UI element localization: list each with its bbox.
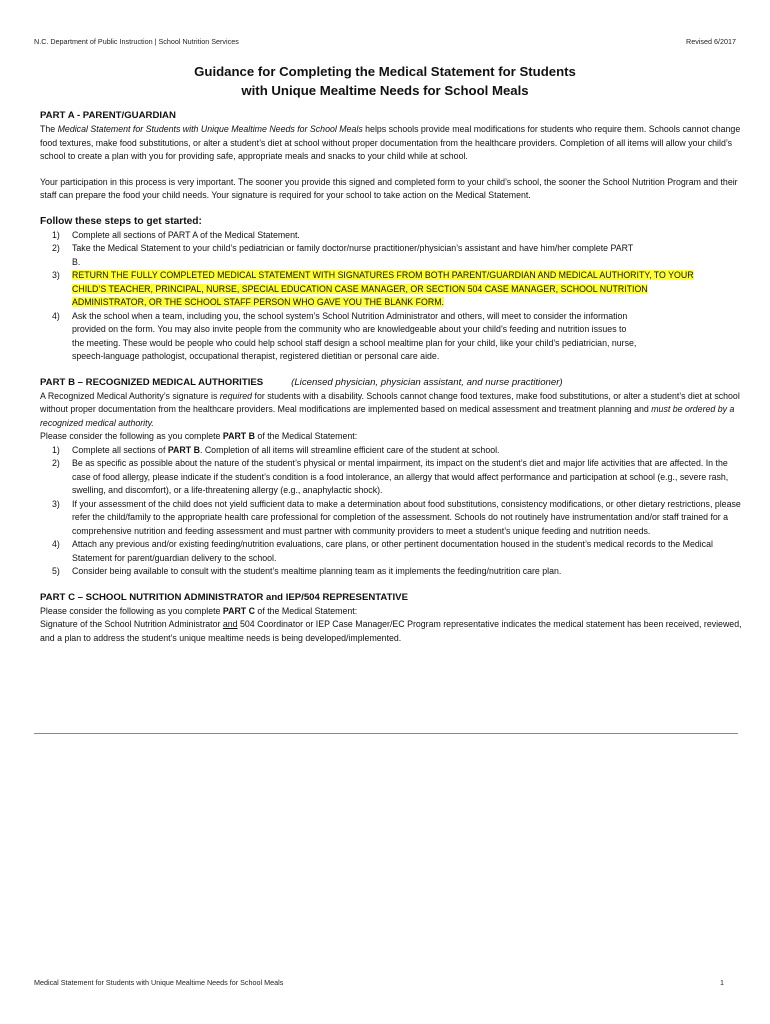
part-c-heading: PART C – SCHOOL NUTRITION ADMINISTRATOR and IEP/504 REPRESENTATIVE bbox=[40, 591, 408, 603]
item-text-pre: Complete all sections of bbox=[72, 444, 168, 455]
list-item bbox=[40, 310, 744, 364]
required-italic: required bbox=[219, 390, 253, 401]
list-number: 3) bbox=[52, 498, 60, 509]
title-line-2: with Unique Mealtime Needs for School Meals bbox=[241, 83, 529, 98]
title-line-1: Guidance for Completing the Medical Statement for Students bbox=[194, 64, 576, 79]
item-text: If your assessment of the child does not yield sufficient data to make a determination about food substitutions, consistency modifications, or other dietary restrictions, please refer the child/family to the appropriate health care professional for completion of the assessment. Schools do not routinely have instrumentation and/or staff trained for a comprehensive nutrition and feeding assessment and must partner with community providers to meet a student’s unique feeding and nutrition needs. bbox=[72, 498, 741, 536]
part-a-intro-pre: The bbox=[40, 124, 58, 134]
highlighted-step-line bbox=[72, 283, 744, 297]
part-c-consider-line bbox=[40, 605, 744, 619]
part-c-section bbox=[40, 591, 744, 646]
consider-pre: Please consider the following as you complete bbox=[40, 605, 223, 616]
list-number: 2) bbox=[52, 243, 60, 253]
consider-pre: Please consider the following as you complete bbox=[40, 431, 223, 441]
signature-post: 504 Coordinator or IEP Case Manager/EC Program representative indicates the medical statement has been received, reviewed, and a plan to address the student’s unique mealtime needs is being developed/implemented. bbox=[40, 619, 742, 643]
step-line: Take the Medical Statement to your child’s pediatrician or family doctor/nurse practitioner/physician’s assistant and have him/her complete PART bbox=[72, 243, 634, 253]
page-footer: Medical Statement for Students with Unique Mealtime Needs for School Meals bbox=[34, 978, 284, 987]
part-a-heading: PART A - PARENT/GUARDIAN bbox=[40, 110, 176, 121]
part-b-consider-line bbox=[40, 430, 744, 444]
revision-date: Revised 6/2017 bbox=[686, 37, 736, 46]
step-line: the meeting. These would be people who could help school staff design a school mealtime plan for your child, like your child’s pediatrician, nurse, bbox=[72, 337, 637, 348]
step-line: provided on the form. You may also invite people from the community who are knowledgeable about your child’s feeding and nutrition issues to bbox=[72, 324, 627, 334]
page-number: 1 bbox=[720, 978, 724, 987]
step-line: B. bbox=[72, 256, 81, 267]
part-b-bold: PART B bbox=[167, 444, 200, 455]
list-number: 2) bbox=[52, 458, 60, 468]
signature-pre: Signature of the School Nutrition Administrator bbox=[40, 619, 223, 629]
step-line: speech-language pathologist, occupational therapist, registered dietitian or personal care aide. bbox=[72, 351, 440, 361]
list-item bbox=[40, 242, 744, 269]
item-text: Consider being available to consult with the student’s mealtime planning team as it implements the feeding/nutrition care plan. bbox=[72, 566, 562, 576]
consider-post: of the Medical Statement: bbox=[254, 431, 358, 441]
document-body bbox=[40, 109, 744, 645]
part-b-list bbox=[40, 444, 744, 579]
list-item bbox=[40, 457, 744, 498]
list-number: 4) bbox=[52, 310, 60, 321]
part-a-section bbox=[40, 109, 744, 364]
part-b-intro-pre: A Recognized Medical Authority’s signature is bbox=[40, 390, 220, 401]
list-item bbox=[40, 269, 744, 310]
part-c-signature-paragraph bbox=[40, 618, 744, 645]
part-b-intro-paragraph bbox=[40, 390, 744, 431]
item-text: Attach any previous and/or existing feeding/nutrition evaluations, care plans, or other pertinent documentation housed in the student’s medical records to the Medical Statement for parent/guardian delivery to the school. bbox=[72, 539, 713, 563]
part-b-intro-mid: for students with a disability. Schools cannot change food textures, make food substitutions, or alter a student’s diet at school without proper documentation from the healthcare providers. Meal modifications are implemented based on medical assessment and treatment planning and bbox=[40, 390, 740, 414]
step-line: Ask the school when a team, including you, the school system’s School Nutrition Administrator and others, will meet to consider the information bbox=[72, 310, 628, 321]
list-number: 3) bbox=[52, 270, 60, 280]
page-header-left: N.C. Department of Public Instruction | School Nutrition Services bbox=[34, 37, 239, 46]
list-number: 1) bbox=[52, 229, 60, 240]
part-b-section bbox=[40, 376, 744, 579]
highlight: CHILD’S TEACHER, PRINCIPAL, NURSE, SPECIAL EDUCATION CASE MANAGER, OR SECTION 504 CASE MANAGER, SCHOOL NUTRITION bbox=[72, 283, 648, 294]
list-item bbox=[40, 229, 744, 243]
highlighted-step-line bbox=[72, 296, 744, 310]
and-underline: and bbox=[222, 619, 238, 629]
highlighted-step-line bbox=[72, 269, 744, 283]
list-number: 1) bbox=[52, 444, 60, 455]
part-b-heading-row bbox=[40, 376, 744, 390]
part-b-licensed-note: (Licensed physician, physician assistant, and nurse practitioner) bbox=[291, 376, 563, 388]
step-line: Complete all sections of PART A of the Medical Statement. bbox=[72, 229, 300, 240]
list-item bbox=[40, 565, 744, 579]
item-text: Be as specific as possible about the nature of the student’s physical or mental impairment, its impact on the student’s diet and major life activities that are affected. In the case of food allergy, please indicate if the student’s condition is a food intolerance, an allergy that would affect performance and participation at school (e.g., severe rash, swelling, and discomfort), or a life-threatening allergy (e.g., anaphylactic shock). bbox=[72, 458, 729, 495]
item-text-post: . Completion of all items will streamline efficient care of the student at school. bbox=[199, 444, 500, 455]
part-c-bold: PART C bbox=[222, 605, 255, 616]
list-item bbox=[40, 498, 744, 539]
list-item bbox=[40, 444, 744, 458]
part-b-bold: PART B bbox=[222, 431, 255, 441]
must-be-ordered-italic: must be ordered by a recognized medical authority. bbox=[40, 404, 735, 428]
steps-heading: Follow these steps to get started: bbox=[40, 215, 202, 227]
part-a-participation-paragraph: Your participation in this process is very important. The sooner you provide this signed and completed form to your child’s school, the sooner the School Nutrition Program and their staff can prepare the food your child needs. Your signature is required for your school to take action on the Medical Statement. bbox=[40, 176, 738, 200]
part-a-intro-post: helps schools provide meal modifications for students who require them. Schools cannot change food textures, make food substitutions, or alter a student’s diet at school without proper documentation from the healthcare providers. Completion of all items will allow your child’s school to create a plan with you for providing safe, appropriate meals and snacks to your child while at school. bbox=[40, 124, 741, 161]
part-a-steps-list bbox=[40, 229, 744, 364]
consider-post: of the Medical Statement: bbox=[254, 605, 358, 616]
list-number: 5) bbox=[52, 566, 60, 576]
list-number: 4) bbox=[52, 539, 60, 549]
form-title-italic: Medical Statement for Students with Unique Mealtime Needs for School Meals bbox=[57, 124, 363, 134]
part-a-intro-paragraph bbox=[40, 123, 744, 164]
section-divider bbox=[34, 733, 738, 734]
document-title bbox=[0, 62, 770, 100]
highlight: ADMINISTRATOR, OR THE SCHOOL STAFF PERSON WHO GAVE YOU THE BLANK FORM. bbox=[72, 297, 444, 307]
part-b-heading: PART B – RECOGNIZED MEDICAL AUTHORITIES bbox=[40, 376, 264, 388]
highlight: RETURN THE FULLY COMPLETED MEDICAL STATEMENT WITH SIGNATURES FROM BOTH PARENT/GUARDIAN AND MEDICAL AUTHORITY, TO YOUR bbox=[72, 270, 694, 280]
list-item bbox=[40, 538, 744, 565]
